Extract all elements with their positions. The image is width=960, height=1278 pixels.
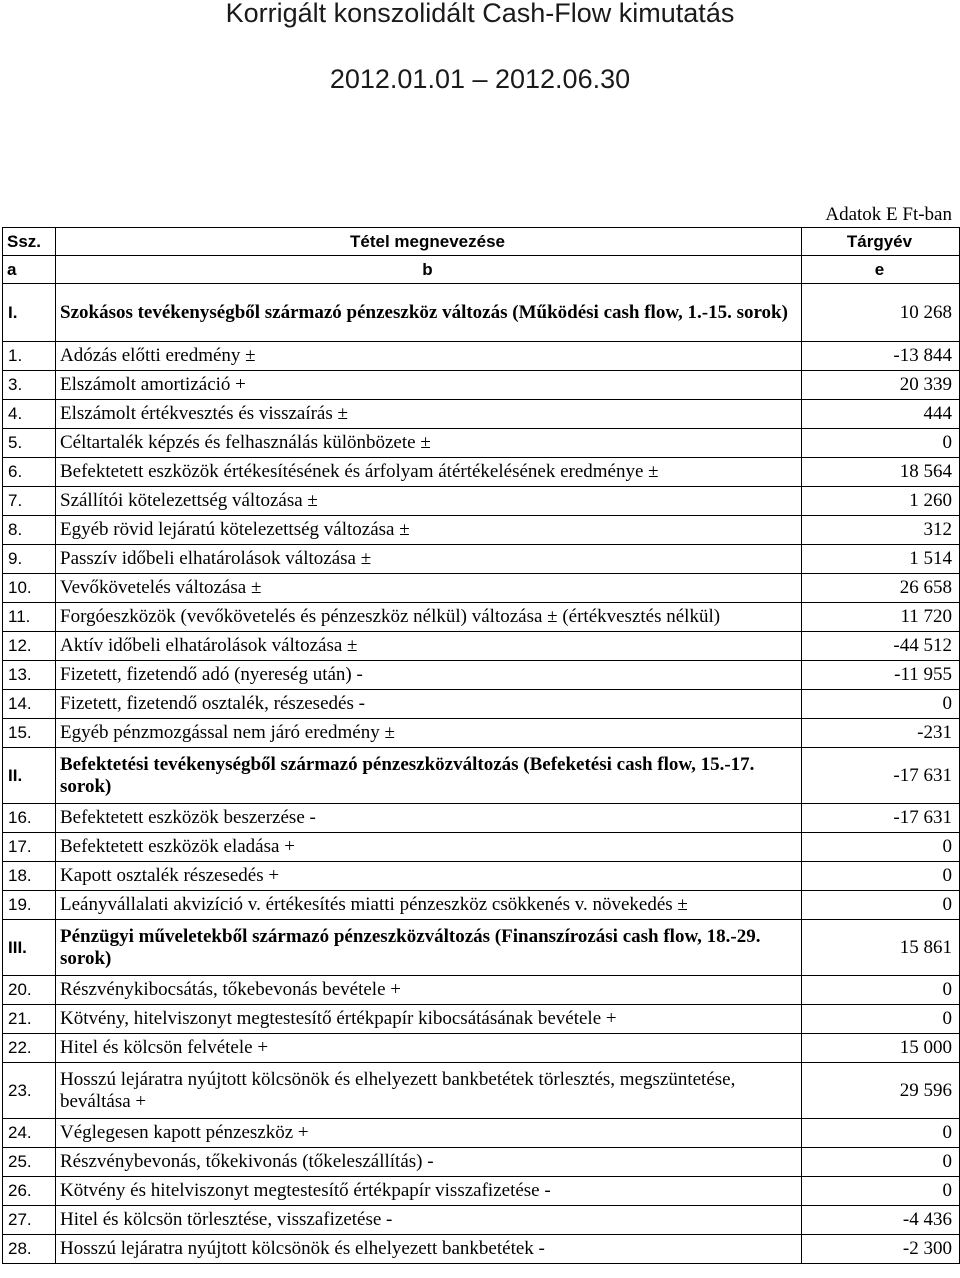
row-item-name: Forgóeszközök (vevőkövetelés és pénzeszköz nélkül) változása ± (értékvesztés nélkül) bbox=[56, 603, 802, 632]
header-item-name: Tétel megnevezése bbox=[56, 228, 802, 256]
table-row bbox=[3, 1034, 960, 1063]
row-value: 15 000 bbox=[802, 1034, 960, 1063]
row-item-name: Fizetett, fizetendő adó (nyereség után) - bbox=[56, 661, 802, 690]
table-header-row bbox=[3, 228, 960, 256]
row-item-name: Elszámolt értékvesztés és visszaírás ± bbox=[56, 400, 802, 429]
row-value: 11 720 bbox=[802, 603, 960, 632]
row-number: 17. bbox=[3, 833, 56, 862]
document-title: Korrigált konszolidált Cash-Flow kimutatás bbox=[225, 0, 735, 28]
row-value: 15 861 bbox=[802, 920, 960, 976]
row-value: -44 512 bbox=[802, 632, 960, 661]
row-value: 0 bbox=[802, 1005, 960, 1034]
table-row bbox=[3, 632, 960, 661]
row-number: 28. bbox=[3, 1235, 56, 1264]
row-number: 6. bbox=[3, 458, 56, 487]
row-value: 1 260 bbox=[802, 487, 960, 516]
row-number: 16. bbox=[3, 804, 56, 833]
row-item-name: Céltartalék képzés és felhasználás különbözete ± bbox=[56, 429, 802, 458]
row-item-name: Szokásos tevékenységből származó pénzeszköz változás (Működési cash flow, 1.-15. sorok) bbox=[56, 284, 802, 342]
report-period: 2012.01.01 – 2012.06.30 bbox=[329, 64, 631, 94]
table-row bbox=[3, 862, 960, 891]
row-item-name: Aktív időbeli elhatárolások változása ± bbox=[56, 632, 802, 661]
row-item-name: Kötvény, hitelviszonyt megtestesítő értékpapír kibocsátásának bevétele + bbox=[56, 1005, 802, 1034]
row-value: 26 658 bbox=[802, 574, 960, 603]
row-item-name: Szállítói kötelezettség változása ± bbox=[56, 487, 802, 516]
table-row bbox=[3, 1206, 960, 1235]
table-row bbox=[3, 429, 960, 458]
row-item-name: Passzív időbeli elhatárolások változása ± bbox=[56, 545, 802, 574]
row-item-name: Egyéb pénzmozgással nem járó eredmény ± bbox=[56, 719, 802, 748]
row-number: 19. bbox=[3, 891, 56, 920]
row-number: 26. bbox=[3, 1177, 56, 1206]
row-number: II. bbox=[3, 748, 56, 804]
row-value: 0 bbox=[802, 690, 960, 719]
row-item-name: Kötvény és hitelviszonyt megtestesítő értékpapír visszafizetése - bbox=[56, 1177, 802, 1206]
row-item-name: Fizetett, fizetendő osztalék, részesedés - bbox=[56, 690, 802, 719]
row-value: 0 bbox=[802, 1119, 960, 1148]
row-item-name: Befektetett eszközök beszerzése - bbox=[56, 804, 802, 833]
row-value: 0 bbox=[802, 1148, 960, 1177]
row-item-name: Hosszú lejáratra nyújtott kölcsönök és elhelyezett bankbetétek törlesztés, megszüntetése, beváltása + bbox=[56, 1063, 802, 1119]
row-number: 5. bbox=[3, 429, 56, 458]
row-number: 8. bbox=[3, 516, 56, 545]
table-subheader-row bbox=[3, 256, 960, 284]
row-item-name: Vevőkövetelés változása ± bbox=[56, 574, 802, 603]
row-number: 21. bbox=[3, 1005, 56, 1034]
subheader-b: b bbox=[56, 256, 802, 284]
row-item-name: Véglegesen kapott pénzeszköz + bbox=[56, 1119, 802, 1148]
table-row bbox=[3, 690, 960, 719]
row-value: 20 339 bbox=[802, 371, 960, 400]
row-number: 9. bbox=[3, 545, 56, 574]
row-value: -2 300 bbox=[802, 1235, 960, 1264]
row-number: 12. bbox=[3, 632, 56, 661]
table-row bbox=[3, 1148, 960, 1177]
row-value: 0 bbox=[802, 1177, 960, 1206]
row-number: 27. bbox=[3, 1206, 56, 1235]
row-item-name: Részvénykibocsátás, tőkebevonás bevétele + bbox=[56, 976, 802, 1005]
row-value: 10 268 bbox=[802, 284, 960, 342]
row-number: 25. bbox=[3, 1148, 56, 1177]
row-item-name: Hosszú lejáratra nyújtott kölcsönök és elhelyezett bankbetétek - bbox=[56, 1235, 802, 1264]
row-value: -17 631 bbox=[802, 804, 960, 833]
row-item-name: Leányvállalati akvizíció v. értékesítés miatti pénzeszköz csökkenés v. növekedés ± bbox=[56, 891, 802, 920]
row-value: 18 564 bbox=[802, 458, 960, 487]
subheader-e: e bbox=[802, 256, 960, 284]
header-current-year: Tárgyév bbox=[802, 228, 960, 256]
table-row bbox=[3, 603, 960, 632]
row-item-name: Részvénybevonás, tőkekivonás (tőkeleszállítás) - bbox=[56, 1148, 802, 1177]
header-ssz: Ssz. bbox=[3, 228, 56, 256]
table-row bbox=[3, 748, 960, 804]
row-number: 24. bbox=[3, 1119, 56, 1148]
row-number: I. bbox=[3, 284, 56, 342]
row-item-name: Befektetett eszközök értékesítésének és árfolyam átértékelésének eredménye ± bbox=[56, 458, 802, 487]
table-row bbox=[3, 284, 960, 342]
table-body bbox=[3, 284, 960, 1264]
table-row bbox=[3, 1119, 960, 1148]
table-row bbox=[3, 719, 960, 748]
table-row bbox=[3, 661, 960, 690]
table-row bbox=[3, 804, 960, 833]
row-item-name: Adózás előtti eredmény ± bbox=[56, 342, 802, 371]
row-number: 15. bbox=[3, 719, 56, 748]
table-row bbox=[3, 1177, 960, 1206]
table-row bbox=[3, 574, 960, 603]
row-value: 312 bbox=[802, 516, 960, 545]
row-item-name: Hitel és kölcsön felvétele + bbox=[56, 1034, 802, 1063]
row-value: -17 631 bbox=[802, 748, 960, 804]
table-row bbox=[3, 1063, 960, 1119]
table-row bbox=[3, 458, 960, 487]
row-number: 3. bbox=[3, 371, 56, 400]
table-row bbox=[3, 976, 960, 1005]
row-value: 0 bbox=[802, 891, 960, 920]
row-number: 7. bbox=[3, 487, 56, 516]
table-row bbox=[3, 891, 960, 920]
row-number: 22. bbox=[3, 1034, 56, 1063]
unit-note: Adatok E Ft-ban bbox=[825, 204, 952, 225]
table-row bbox=[3, 833, 960, 862]
subheader-a: a bbox=[3, 256, 56, 284]
row-value: -4 436 bbox=[802, 1206, 960, 1235]
row-value: 444 bbox=[802, 400, 960, 429]
row-item-name: Pénzügyi műveletekből származó pénzeszközváltozás (Finanszírozási cash flow, 18.-29. sorok) bbox=[56, 920, 802, 976]
row-value: -11 955 bbox=[802, 661, 960, 690]
row-number: 23. bbox=[3, 1063, 56, 1119]
row-item-name: Kapott osztalék részesedés + bbox=[56, 862, 802, 891]
row-value: 0 bbox=[802, 429, 960, 458]
table-row bbox=[3, 371, 960, 400]
row-number: III. bbox=[3, 920, 56, 976]
table-row bbox=[3, 920, 960, 976]
row-value: 0 bbox=[802, 862, 960, 891]
table-row bbox=[3, 400, 960, 429]
table-row bbox=[3, 545, 960, 574]
row-value: 29 596 bbox=[802, 1063, 960, 1119]
row-item-name: Hitel és kölcsön törlesztése, visszafizetése - bbox=[56, 1206, 802, 1235]
row-value: -13 844 bbox=[802, 342, 960, 371]
table-row bbox=[3, 1235, 960, 1264]
row-number: 18. bbox=[3, 862, 56, 891]
cash-flow-table bbox=[2, 227, 960, 1264]
row-item-name: Befektetett eszközök eladása + bbox=[56, 833, 802, 862]
row-number: 13. bbox=[3, 661, 56, 690]
row-number: 4. bbox=[3, 400, 56, 429]
row-item-name: Elszámolt amortizáció + bbox=[56, 371, 802, 400]
row-item-name: Egyéb rövid lejáratú kötelezettség változása ± bbox=[56, 516, 802, 545]
row-number: 1. bbox=[3, 342, 56, 371]
table-row bbox=[3, 516, 960, 545]
row-value: 0 bbox=[802, 976, 960, 1005]
row-value: 1 514 bbox=[802, 545, 960, 574]
table-row bbox=[3, 487, 960, 516]
row-number: 20. bbox=[3, 976, 56, 1005]
row-number: 10. bbox=[3, 574, 56, 603]
table-row bbox=[3, 1005, 960, 1034]
table-row bbox=[3, 342, 960, 371]
row-number: 14. bbox=[3, 690, 56, 719]
row-value: 0 bbox=[802, 833, 960, 862]
row-number: 11. bbox=[3, 603, 56, 632]
row-value: -231 bbox=[802, 719, 960, 748]
row-item-name: Befektetési tevékenységből származó pénzeszközváltozás (Befeketési cash flow, 15.-17. sorok) bbox=[56, 748, 802, 804]
